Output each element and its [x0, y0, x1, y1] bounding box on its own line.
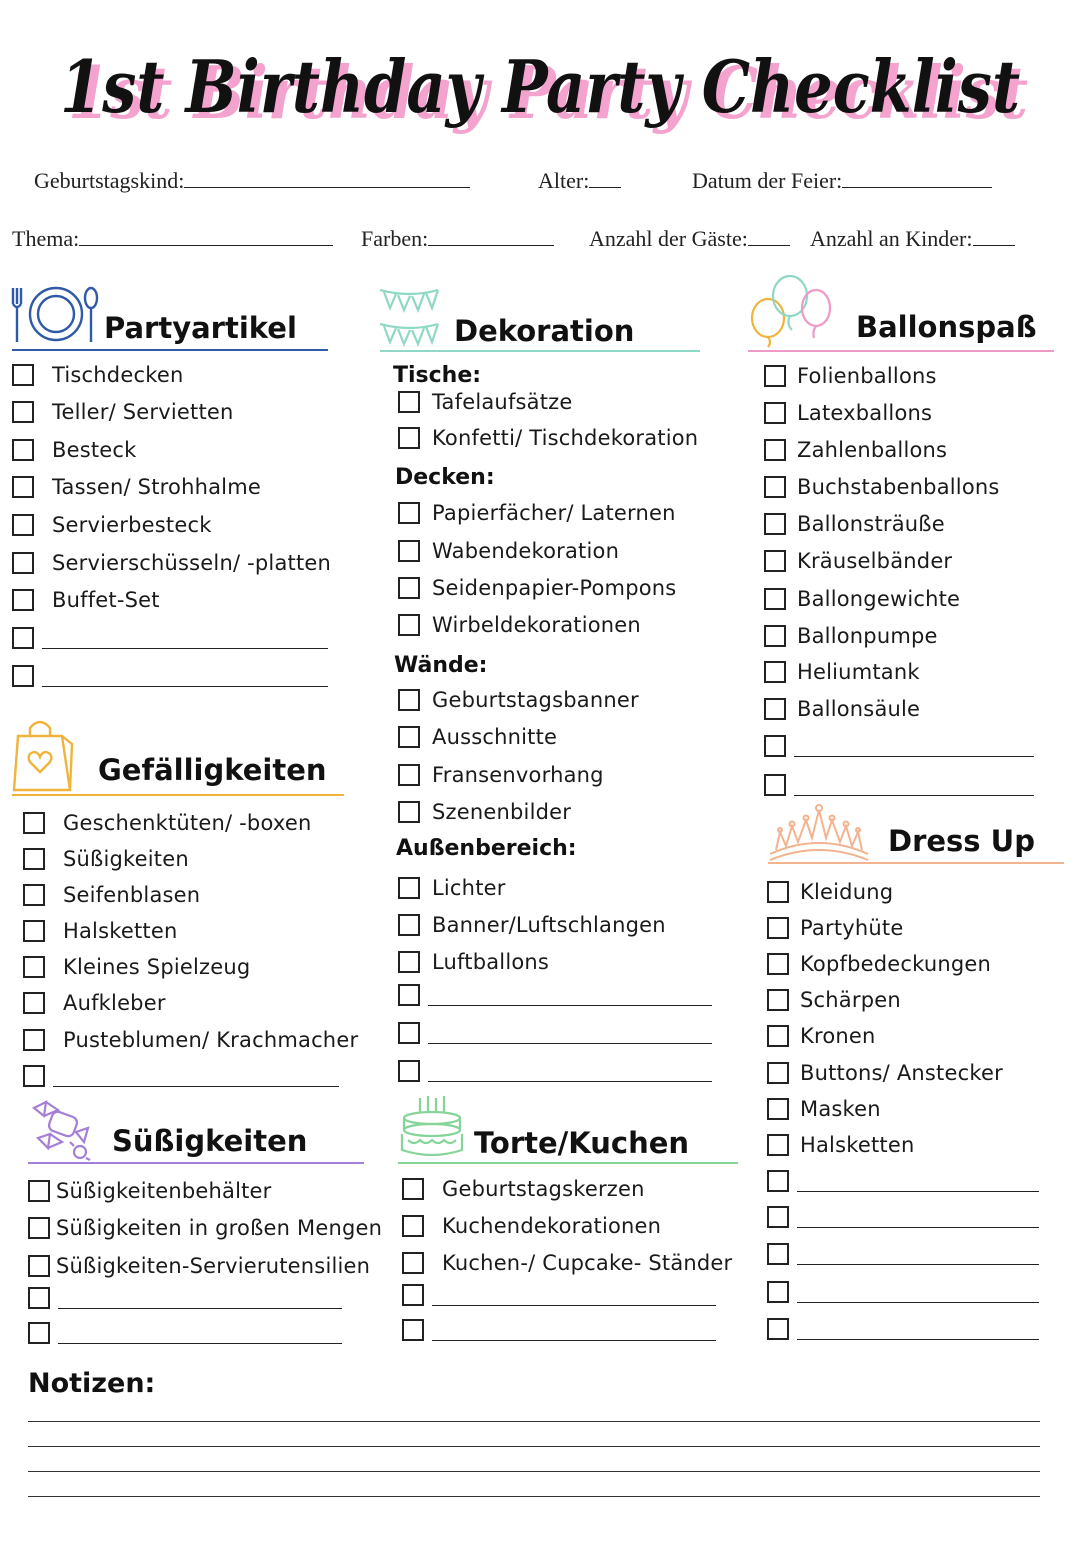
checkbox[interactable] — [764, 402, 786, 424]
checklist-item-label: Servierschüsseln/ -platten — [52, 551, 332, 575]
blank-line[interactable] — [53, 1066, 339, 1087]
checklist-blank-item[interactable] — [28, 1287, 342, 1309]
checkbox[interactable] — [398, 391, 420, 413]
checklist-item[interactable] — [764, 697, 920, 721]
checklist-item-label: Wirbeldekorationen — [432, 613, 641, 637]
checklist-blank-item[interactable] — [402, 1284, 716, 1306]
group-label-aussenbereich: Außenbereich: — [396, 836, 577, 861]
blank-line[interactable] — [432, 1285, 716, 1306]
checkbox[interactable] — [402, 1284, 424, 1306]
checklist-item-label: Ausschnitte — [432, 725, 558, 749]
checkbox[interactable] — [764, 774, 786, 796]
checklist-item-label: Süßigkeiten-Servierutensilien — [56, 1254, 371, 1278]
checkbox[interactable] — [398, 614, 420, 636]
checkbox[interactable] — [398, 427, 420, 449]
section-title-torte: Torte/Kuchen — [474, 1126, 690, 1160]
checklist-item[interactable] — [12, 363, 183, 387]
checklist-item[interactable] — [23, 847, 189, 871]
checklist-item-label: Banner/Luftschlangen — [432, 913, 666, 937]
checklist-blank-item[interactable] — [764, 735, 1034, 757]
checkbox[interactable] — [398, 984, 420, 1006]
checklist-item-label: Kuchen-/ Cupcake- Ständer — [442, 1251, 733, 1275]
checklist-item[interactable] — [23, 919, 177, 943]
checkbox[interactable] — [28, 1180, 50, 1202]
checklist-blank-item[interactable] — [398, 1060, 712, 1082]
checkbox[interactable] — [767, 881, 789, 903]
checklist-item[interactable] — [398, 688, 639, 712]
checklist-item-label: Ballonsträuße — [797, 512, 945, 536]
checklist-item[interactable] — [23, 955, 250, 979]
field-age-input-line[interactable] — [589, 169, 621, 188]
checklist-item[interactable] — [28, 1254, 370, 1278]
blank-line[interactable] — [794, 736, 1034, 757]
checklist-item-label: Folienballons — [797, 364, 937, 388]
checklist-item[interactable] — [12, 588, 160, 612]
field-guests-input-line[interactable] — [748, 227, 790, 246]
blank-line[interactable] — [42, 666, 328, 687]
checklist-item-label: Wabendekoration — [432, 539, 620, 563]
checklist-item-label: Kleines Spielzeug — [63, 955, 251, 979]
field-theme-input-line[interactable] — [79, 227, 333, 246]
checklist-item-label: Süßigkeiten — [63, 847, 189, 871]
blank-line[interactable] — [794, 775, 1034, 796]
checkbox[interactable] — [767, 1206, 789, 1228]
section-rule-partyartikel — [12, 349, 328, 351]
checkbox[interactable] — [12, 627, 34, 649]
checklist-item-label: Buchstabenballons — [797, 475, 1000, 499]
checklist-item-label: Süßigkeitenbehälter — [56, 1179, 272, 1203]
checklist-item-label: Partyhüte — [800, 916, 904, 940]
checkbox[interactable] — [767, 1134, 789, 1156]
checklist-item-label: Halsketten — [63, 919, 178, 943]
checkbox[interactable] — [767, 1243, 789, 1265]
checklist-blank-item[interactable] — [12, 627, 328, 649]
blank-line[interactable] — [58, 1288, 342, 1309]
checkbox[interactable] — [12, 552, 34, 574]
checkbox[interactable] — [28, 1287, 50, 1309]
checkbox[interactable] — [23, 1029, 45, 1051]
checkbox[interactable] — [398, 914, 420, 936]
checkbox[interactable] — [23, 992, 45, 1014]
checklist-blank-item[interactable] — [398, 984, 712, 1006]
checkbox[interactable] — [767, 1062, 789, 1084]
checklist-item[interactable] — [767, 1133, 914, 1157]
checklist-item[interactable] — [28, 1216, 382, 1240]
checklist-item-label: Aufkleber — [63, 991, 166, 1015]
blank-line[interactable] — [428, 1061, 712, 1082]
checklist-blank-item[interactable] — [767, 1281, 1039, 1303]
blank-line[interactable] — [432, 1320, 716, 1341]
blank-line[interactable] — [797, 1207, 1039, 1228]
checklist-item-label: Servierbesteck — [52, 513, 212, 537]
blank-line[interactable] — [797, 1282, 1039, 1303]
checkbox[interactable] — [764, 698, 786, 720]
checkbox[interactable] — [398, 764, 420, 786]
field-child-input-line[interactable] — [184, 169, 470, 188]
checkbox[interactable] — [764, 550, 786, 572]
checkbox[interactable] — [767, 989, 789, 1011]
checkbox[interactable] — [402, 1319, 424, 1341]
checklist-item[interactable] — [767, 1061, 1003, 1085]
checklist-item-label: Papierfächer/ Laternen — [432, 501, 676, 525]
checklist-item-label: Konfetti/ Tischdekoration — [432, 426, 699, 450]
checkbox[interactable] — [767, 1318, 789, 1340]
checklist-item[interactable] — [402, 1251, 732, 1275]
checklist-blank-item[interactable] — [767, 1206, 1039, 1228]
checklist-item-label: Heliumtank — [797, 660, 920, 684]
checkbox[interactable] — [23, 956, 45, 978]
checklist-item[interactable] — [764, 401, 932, 425]
checklist-blank-item[interactable] — [767, 1170, 1039, 1192]
checkbox[interactable] — [767, 1170, 789, 1192]
section-rule-ballonspass — [748, 350, 1054, 352]
checklist-item[interactable] — [12, 513, 212, 537]
checklist-item[interactable] — [767, 952, 991, 976]
field-child-label: Geburtstagskind: — [34, 168, 185, 193]
checkbox[interactable] — [764, 625, 786, 647]
section-rule-dekoration — [380, 350, 700, 352]
field-colors-input-line[interactable] — [428, 227, 554, 246]
blank-line[interactable] — [42, 628, 328, 649]
section-title-gefaelligkeiten: Gefälligkeiten — [98, 753, 327, 787]
checklist-item-label: Kuchendekorationen — [442, 1214, 662, 1238]
checklist-item[interactable] — [764, 475, 1000, 499]
checklist-item[interactable] — [767, 988, 901, 1012]
checkbox[interactable] — [28, 1255, 50, 1277]
field-date-input-line[interactable] — [842, 169, 992, 188]
checklist-item[interactable] — [23, 1028, 358, 1052]
plate-cutlery-icon — [8, 284, 100, 346]
checkbox[interactable] — [767, 1098, 789, 1120]
checklist-item-label: Teller/ Servietten — [52, 400, 234, 424]
field-date-label: Datum der Feier: — [692, 168, 843, 193]
checklist-item-label: Latexballons — [797, 401, 933, 425]
field-colors-label: Farben: — [361, 226, 429, 251]
group-label-waende: Wände: — [394, 653, 488, 678]
field-age — [538, 168, 621, 194]
field-kids-label: Anzahl an Kinder: — [810, 226, 973, 251]
checkbox[interactable] — [398, 877, 420, 899]
checklist-item-label: Kopfbedeckungen — [800, 952, 992, 976]
field-kids-input-line[interactable] — [973, 227, 1015, 246]
tiara-icon — [766, 802, 872, 864]
checklist-item[interactable] — [23, 883, 200, 907]
checklist-item[interactable] — [764, 587, 960, 611]
group-label-decken: Decken: — [395, 465, 495, 490]
checkbox[interactable] — [398, 726, 420, 748]
section-rule-dressup — [768, 862, 1064, 864]
checklist-item-label: Kräuselbänder — [797, 549, 953, 573]
section-rule-torte — [398, 1162, 738, 1164]
checklist-item[interactable] — [398, 501, 676, 525]
checklist-item[interactable] — [398, 725, 557, 749]
checklist-item[interactable] — [764, 438, 947, 462]
checklist-item[interactable] — [398, 576, 676, 600]
section-title-suessigkeiten: Süßigkeiten — [112, 1124, 308, 1158]
blank-line[interactable] — [797, 1171, 1039, 1192]
notes-line[interactable] — [28, 1446, 1040, 1447]
checklist-item[interactable] — [764, 624, 938, 648]
checkbox[interactable] — [12, 439, 34, 461]
checklist-item-label: Buffet-Set — [52, 588, 160, 612]
checklist-item[interactable] — [764, 549, 952, 573]
checklist-item-label: Fransenvorhang — [432, 763, 604, 787]
checklist-blank-item[interactable] — [767, 1243, 1039, 1265]
checklist-item-label: Zahlenballons — [797, 438, 948, 462]
section-title-dressup: Dress Up — [888, 824, 1035, 858]
checklist-item-label: Schärpen — [800, 988, 901, 1012]
checklist-blank-item[interactable] — [767, 1318, 1039, 1340]
checkbox[interactable] — [23, 848, 45, 870]
checklist-item[interactable] — [398, 876, 506, 900]
checkbox[interactable] — [23, 920, 45, 942]
bunting-icon — [378, 286, 442, 350]
checklist-blank-item[interactable] — [402, 1319, 716, 1341]
checklist-item[interactable] — [398, 763, 604, 787]
checklist-item[interactable] — [12, 475, 261, 499]
checklist-item[interactable] — [767, 1024, 876, 1048]
checklist-item-label: Ballongewichte — [797, 587, 961, 611]
blank-line[interactable] — [797, 1244, 1039, 1265]
checklist-item[interactable] — [764, 660, 920, 684]
checklist-item-label: Masken — [800, 1097, 881, 1121]
checklist-item-label: Tafelaufsätze — [432, 390, 573, 414]
notes-line[interactable] — [28, 1421, 1040, 1422]
group-label-tische: Tische: — [393, 363, 482, 388]
checkbox[interactable] — [398, 689, 420, 711]
checklist-item-label: Geburtstagskerzen — [442, 1177, 645, 1201]
checklist-item-label: Seidenpapier-Pompons — [432, 576, 677, 600]
section-title-dekoration: Dekoration — [454, 314, 635, 348]
cake-icon — [398, 1094, 468, 1158]
checkbox[interactable] — [23, 884, 45, 906]
checklist-item[interactable] — [12, 551, 331, 575]
checkbox[interactable] — [398, 502, 420, 524]
checkbox[interactable] — [398, 951, 420, 973]
notes-line[interactable] — [28, 1496, 1040, 1497]
section-rule-suessigkeiten — [28, 1162, 364, 1164]
blank-line[interactable] — [58, 1323, 342, 1344]
checkbox[interactable] — [764, 476, 786, 498]
checkbox[interactable] — [402, 1252, 424, 1274]
checklist-item-label: Tischdecken — [52, 363, 184, 387]
notes-line[interactable] — [28, 1471, 1040, 1472]
checklist-item[interactable] — [767, 1097, 881, 1121]
section-title-partyartikel: Partyartikel — [104, 311, 297, 345]
checklist-item-label: Buttons/ Anstecker — [800, 1061, 1003, 1085]
checkbox[interactable] — [23, 1065, 45, 1087]
notes-title: Notizen: — [28, 1368, 156, 1399]
page-title: 1st Birthday Party Checklist — [60, 44, 1020, 129]
checkbox[interactable] — [28, 1217, 50, 1239]
checklist-item[interactable] — [402, 1177, 645, 1201]
checkbox[interactable] — [764, 661, 786, 683]
field-theme-label: Thema: — [12, 226, 80, 251]
checklist-item[interactable] — [12, 438, 137, 462]
checklist-item[interactable] — [398, 613, 641, 637]
checklist-item-label: Pusteblumen/ Krachmacher — [63, 1028, 359, 1052]
checkbox[interactable] — [12, 364, 34, 386]
checklist-item[interactable] — [12, 400, 234, 424]
checkbox[interactable] — [23, 812, 45, 834]
checklist-blank-item[interactable] — [764, 774, 1034, 796]
blank-line[interactable] — [428, 985, 712, 1006]
page-title-shadow: 1st Birthday Party Checklist — [68, 50, 1028, 135]
checkbox[interactable] — [764, 365, 786, 387]
checklist-blank-item[interactable] — [23, 1065, 339, 1087]
checklist-item[interactable] — [398, 539, 619, 563]
section-rule-gefaelligkeiten — [12, 794, 344, 796]
checkbox[interactable] — [398, 801, 420, 823]
section-title-ballonspass: Ballonspaß — [856, 310, 1037, 344]
checklist-item-label: Lichter — [432, 876, 506, 900]
candy-icon — [30, 1098, 100, 1162]
checklist-item[interactable] — [398, 426, 698, 450]
checklist-item-label: Geburtstagsbanner — [432, 688, 639, 712]
checklist-item-label: Halsketten — [800, 1133, 915, 1157]
checklist-item[interactable] — [767, 880, 893, 904]
field-guests-label: Anzahl der Gäste: — [589, 226, 748, 251]
page-title-graphic — [0, 22, 1080, 162]
checkbox[interactable] — [398, 1022, 420, 1044]
checkbox[interactable] — [767, 1025, 789, 1047]
checklist-item-label: Ballonsäule — [797, 697, 921, 721]
checklist-item[interactable] — [23, 991, 166, 1015]
checkbox[interactable] — [12, 476, 34, 498]
field-guests — [589, 226, 790, 252]
checklist-blank-item[interactable] — [398, 1022, 712, 1044]
checkbox[interactable] — [767, 953, 789, 975]
field-date — [692, 168, 992, 194]
checkbox[interactable] — [12, 514, 34, 536]
checkbox[interactable] — [402, 1178, 424, 1200]
checklist-item-label: Süßigkeiten in großen Mengen — [56, 1216, 383, 1240]
checkbox[interactable] — [12, 401, 34, 423]
checkbox[interactable] — [398, 577, 420, 599]
checkbox[interactable] — [764, 588, 786, 610]
field-age-label: Alter: — [538, 168, 590, 193]
checklist-item[interactable] — [398, 800, 571, 824]
checklist-item-label: Geschenktüten/ -boxen — [63, 811, 312, 835]
checklist-item-label: Besteck — [52, 438, 137, 462]
checklist-item[interactable] — [402, 1214, 661, 1238]
checklist-item[interactable] — [23, 811, 311, 835]
checkbox[interactable] — [764, 439, 786, 461]
checkbox[interactable] — [767, 1281, 789, 1303]
balloons-icon — [748, 272, 834, 348]
checklist-item[interactable] — [767, 916, 903, 940]
checkbox[interactable] — [12, 589, 34, 611]
checklist-item-label: Tassen/ Strohhalme — [52, 475, 261, 499]
field-kids — [810, 226, 1015, 252]
blank-line[interactable] — [797, 1319, 1039, 1340]
checkbox[interactable] — [12, 665, 34, 687]
checklist-item[interactable] — [398, 913, 666, 937]
checklist-blank-item[interactable] — [28, 1322, 342, 1344]
checkbox[interactable] — [398, 1060, 420, 1082]
checkbox[interactable] — [764, 513, 786, 535]
field-colors — [361, 226, 554, 252]
checkbox[interactable] — [402, 1215, 424, 1237]
checkbox[interactable] — [28, 1322, 50, 1344]
checklist-item[interactable] — [398, 950, 549, 974]
checklist-item-label: Kronen — [800, 1024, 876, 1048]
checkbox[interactable] — [767, 917, 789, 939]
field-child — [34, 168, 470, 194]
checkbox[interactable] — [764, 735, 786, 757]
checklist-item[interactable] — [764, 512, 945, 536]
checkbox[interactable] — [398, 540, 420, 562]
gift-bag-icon — [10, 714, 76, 794]
checklist-item-label: Seifenblasen — [63, 883, 201, 907]
checklist-item[interactable] — [398, 390, 573, 414]
checklist-item[interactable] — [764, 364, 937, 388]
blank-line[interactable] — [428, 1023, 712, 1044]
checklist-item-label: Kleidung — [800, 880, 894, 904]
checklist-item-label: Luftballons — [432, 950, 550, 974]
checklist-item-label: Ballonpumpe — [797, 624, 938, 648]
checklist-item[interactable] — [28, 1179, 272, 1203]
checklist-item-label: Szenenbilder — [432, 800, 572, 824]
checklist-blank-item[interactable] — [12, 665, 328, 687]
field-theme — [12, 226, 333, 252]
